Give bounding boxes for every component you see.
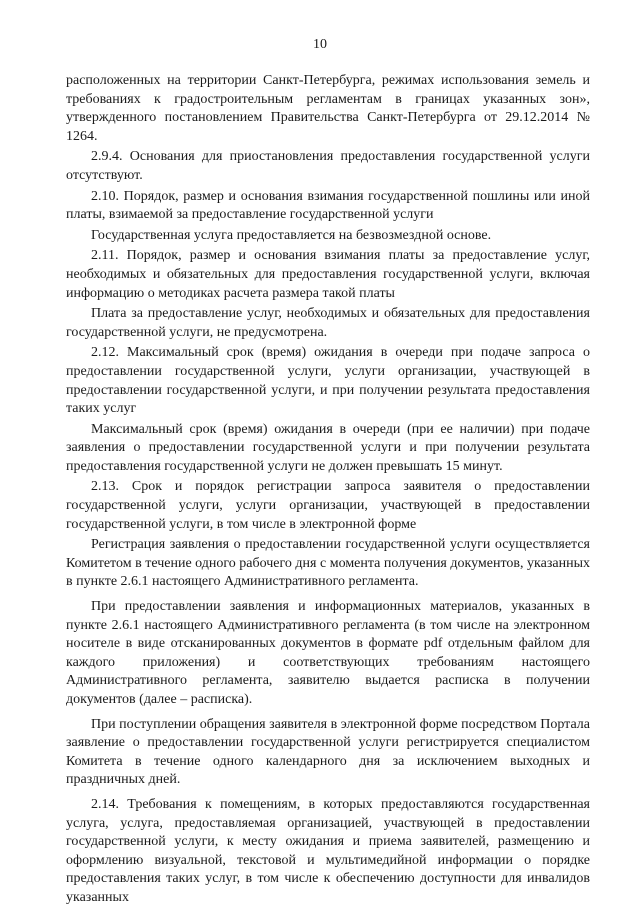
page-number: 10 — [313, 37, 327, 52]
paragraph-free-of-charge: Государственная услуга предоставляется на безвозмездной основе. — [91, 227, 492, 243]
paragraph-receipt: При предоставлении заявления и информационных материалов, указанных в пункте 2.6.1 настоящего Административного регламента (в том числе на электронном носителе в виде отсканированных документов в формате pdf отдельным файлом для каждого приложения) и соответствующих требованиям настоящего Административного регламента, заявителю выдается расписка в получении документов (далее – расписка). — [66, 599, 590, 707]
page-body — [66, 72, 590, 908]
paragraph-max-wait-time: Максимальный срок (время) ожидания в очереди (при ее наличии) при подаче заявления о предоставлении государственной услуги и при получении результата предоставления государственной услуги не должен превышать 15 минут. — [66, 421, 590, 474]
paragraph-2-9-4: 2.9.4. Основания для приостановления предоставления государственной услуги отсутствуют. — [66, 149, 590, 183]
paragraph-continuation: расположенных на территории Санкт-Петербурга, режимах использования земель и требованиях к градостроительным регламентам в границах указанных зон», утвержденного постановлением Правительства Санкт-Петербурга от 29.12.2014 № 1264. — [66, 73, 590, 144]
paragraph-fee-not-provided: Плата за предоставление услуг, необходимых и обязательных для предоставления государственной услуги, не предусмотрена. — [66, 306, 590, 340]
section-heading-2-11: 2.11. Порядок, размер и основания взимания платы за предоставление услуг, необходимых и обязательных для предоставления государственной услуги, включая информацию о методиках расчета размера такой платы — [66, 248, 590, 301]
paragraph-electronic-request: При поступлении обращения заявителя в электронной форме посредством Портала заявление о предоставлении государственной услуги регистрируется специалистом Комитета в течение одного календарного дня за исключением выходных и праздничных дней. — [66, 716, 590, 788]
section-heading-2-12: 2.12. Максимальный срок (время) ожидания в очереди при подаче запроса о предоставлении государственной услуги, услуги организации, участвующей в предоставлении государственной услуги, и при получении результата предоставления таких услуг — [66, 345, 590, 417]
paragraph-registration: Регистрация заявления о предоставлении государственной услуги осуществляется Комитетом в течение одного рабочего дня с момента получения документов, указанных в пункте 2.6.1 настоящего Административного регламента. — [66, 537, 590, 590]
section-heading-2-14: 2.14. Требования к помещениям, в которых предоставляются государственная услуга, услуга, предоставляемая организацией, участвующей в предоставлении государственной услуги, к месту ожидания и приема заявителей, размещению и оформлению визуальной, текстовой и мультимедийной информации о порядке предоставления таких услуг, в том числе к обеспечению доступности для инвалидов указанных — [66, 796, 590, 905]
section-heading-2-13: 2.13. Срок и порядок регистрации запроса заявителя о предоставлении государственной услуги, услуги организации, участвующей в предоставлении государственной услуги, в том числе в электронной форме — [66, 479, 590, 532]
section-heading-2-10: 2.10. Порядок, размер и основания взимания государственной пошлины или иной платы, взимаемой за предоставление государственной услуги — [66, 188, 590, 223]
